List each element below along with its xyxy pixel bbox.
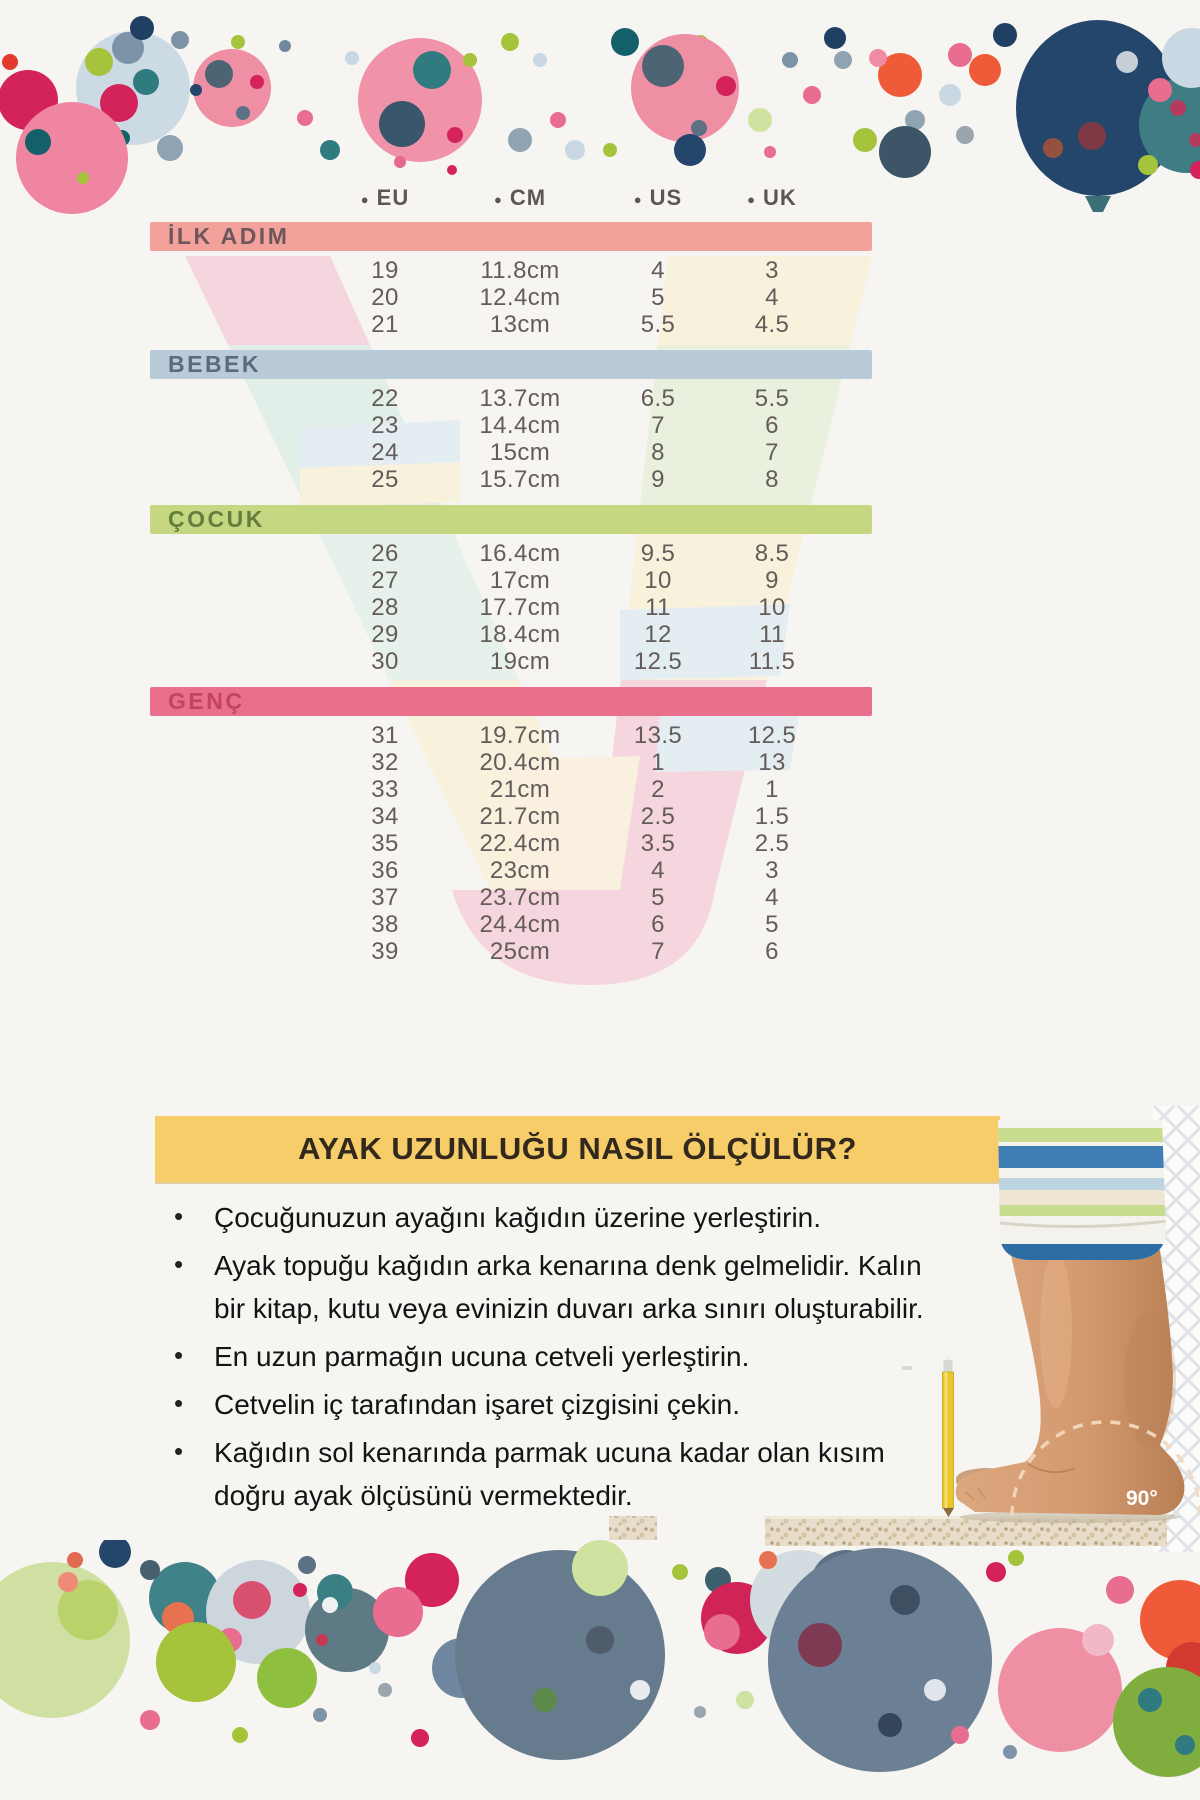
size-cell: 3 (765, 256, 779, 284)
column-header-eu (340, 182, 430, 214)
size-row (150, 385, 872, 412)
size-cell: 6 (765, 937, 779, 965)
row-spacer (150, 749, 340, 776)
size-cell: 18.4cm (479, 620, 561, 648)
size-cell: 23.7cm (479, 883, 561, 911)
size-cell: 2 (651, 775, 665, 803)
size-row (150, 257, 872, 284)
row-spacer (150, 830, 340, 857)
header-bullet-icon: ● (493, 191, 503, 207)
howto-title: AYAK UZUNLUĞU NASIL ÖLÇÜLÜR? (298, 1131, 857, 1166)
size-cell: 3.5 (640, 829, 676, 857)
size-cell: 13cm (489, 310, 551, 338)
size-row (150, 284, 872, 311)
size-row (150, 911, 872, 938)
size-cell: 24.4cm (479, 910, 561, 938)
size-cell: 17.7cm (479, 593, 561, 621)
instruction-text: En uzun parmağın ucuna cetveli yerleştirin. (214, 1341, 750, 1372)
size-cell: 21.7cm (479, 802, 561, 830)
section-band (150, 505, 872, 534)
size-row (150, 567, 872, 594)
bullet-icon: • (174, 1388, 184, 1418)
size-cell: 8.5 (754, 539, 790, 567)
size-cell: 15cm (489, 438, 551, 466)
row-spacer (150, 803, 340, 830)
section-rows (150, 722, 872, 965)
dots (0, 1540, 1200, 1777)
bottom-dots-border (0, 1540, 1200, 1800)
size-cell: 12 (644, 620, 672, 648)
size-cell: 13 (758, 748, 786, 776)
size-cell: 33 (371, 775, 399, 803)
column-header-us (610, 182, 706, 214)
size-row (150, 722, 872, 749)
size-cell: 31 (371, 721, 399, 749)
size-cell: 5.5 (754, 384, 790, 412)
size-cell: 28 (371, 593, 399, 621)
pencil (943, 1356, 955, 1518)
size-cell: 23 (371, 411, 399, 439)
header-bullet-icon: ● (360, 191, 370, 207)
size-table (150, 222, 872, 965)
size-cell: 30 (371, 647, 399, 675)
size-row (150, 830, 872, 857)
row-spacer (150, 540, 340, 567)
size-cell: 1 (765, 775, 779, 803)
size-row (150, 621, 872, 648)
size-cell: 5 (651, 283, 665, 311)
section-rows (150, 385, 872, 493)
size-cell: 6 (765, 411, 779, 439)
row-spacer (150, 722, 340, 749)
size-cell: 11.5 (748, 647, 796, 675)
size-cell: 39 (371, 937, 399, 965)
instruction-text: Çocuğunuzun ayağını kağıdın üzerine yerleştirin. (214, 1202, 822, 1233)
size-cell: 19cm (489, 647, 551, 675)
column-header-cm (430, 182, 610, 214)
section-label: ÇOCUK (168, 506, 265, 532)
size-row (150, 439, 872, 466)
size-row (150, 412, 872, 439)
size-cell: 24 (371, 438, 399, 466)
section-band (150, 222, 872, 251)
baby-foot-photo (600, 1095, 1200, 1557)
row-spacer (150, 938, 340, 965)
size-cell: 12.5 (747, 721, 797, 749)
size-cell: 14.4cm (479, 411, 561, 439)
size-cell: 20.4cm (479, 748, 561, 776)
column-header-label: CM (509, 185, 547, 210)
size-row (150, 540, 872, 567)
bullet-icon: • (174, 1436, 184, 1466)
size-cell: 4.5 (754, 310, 790, 338)
size-row (150, 884, 872, 911)
angle-label: 90° (1126, 1487, 1158, 1510)
size-cell: 16.4cm (479, 539, 561, 567)
size-row (150, 594, 872, 621)
header-spacer (150, 182, 340, 214)
size-cell: 13.5 (633, 721, 683, 749)
bullet-icon: • (174, 1340, 184, 1370)
row-spacer (150, 911, 340, 938)
size-cell: 8 (651, 438, 665, 466)
size-cell: 10 (644, 566, 672, 594)
column-header-uk (706, 182, 838, 214)
section-rows (150, 540, 872, 675)
size-cell: 11.8cm (480, 256, 560, 284)
row-spacer (150, 884, 340, 911)
bullet-icon: • (174, 1249, 184, 1279)
size-cell: 21cm (489, 775, 551, 803)
size-cell: 25 (371, 465, 399, 493)
instruction-text: Kağıdın sol kenarında parmak ucuna kadar olan kısım doğru ayak ölçüsünü vermektedir. (214, 1437, 885, 1511)
size-cell: 10 (758, 593, 786, 621)
size-cell: 17cm (489, 566, 551, 594)
row-spacer (150, 439, 340, 466)
size-cell: 26 (371, 539, 399, 567)
size-cell: 7 (765, 438, 779, 466)
header-bullet-icon: ● (633, 191, 643, 207)
size-cell: 13.7cm (479, 384, 561, 412)
size-cell: 5 (651, 883, 665, 911)
size-row (150, 857, 872, 884)
size-row (150, 938, 872, 965)
size-cell: 11 (759, 620, 785, 648)
header-bullet-icon: ● (747, 191, 757, 207)
size-cell: 1 (651, 748, 665, 776)
row-spacer (150, 648, 340, 675)
size-cell: 2.5 (754, 829, 790, 857)
size-cell: 9 (651, 465, 665, 493)
instruction-text: Cetvelin iç tarafından işaret çizgisini çekin. (214, 1389, 741, 1420)
size-cell: 34 (371, 802, 399, 830)
size-cell: 15.7cm (479, 465, 561, 493)
size-cell: 2.5 (640, 802, 676, 830)
section-band (150, 687, 872, 716)
size-cell: 7 (651, 937, 665, 965)
row-spacer (150, 857, 340, 884)
size-cell: 7 (651, 411, 665, 439)
size-cell: 4 (651, 256, 665, 284)
size-cell: 4 (651, 856, 665, 884)
size-cell: 22 (371, 384, 399, 412)
section-band (150, 350, 872, 379)
size-cell: 12.5 (633, 647, 683, 675)
size-cell: 11 (645, 593, 671, 621)
size-cell: 4 (765, 883, 779, 911)
size-row (150, 803, 872, 830)
size-cell: 25cm (489, 937, 551, 965)
size-cell: 4 (765, 283, 779, 311)
instruction-text: Ayak topuğu kağıdın arka kenarına denk gelmelidir. Kalın bir kitap, kutu veya evinizin duvarı arka sınırı oluşturabilir. (214, 1250, 924, 1324)
size-cell: 29 (371, 620, 399, 648)
section-label: BEBEK (168, 351, 262, 377)
row-spacer (150, 311, 340, 338)
size-cell: 19 (371, 256, 399, 284)
carpet-patch (609, 1516, 657, 1540)
size-cell: 19.7cm (479, 721, 561, 749)
size-cell: 35 (371, 829, 399, 857)
size-table-header (150, 182, 872, 214)
row-spacer (150, 284, 340, 311)
size-cell: 6.5 (640, 384, 676, 412)
row-spacer (150, 466, 340, 493)
size-cell: 5 (765, 910, 779, 938)
size-row (150, 776, 872, 803)
size-cell: 37 (371, 883, 399, 911)
size-cell: 3 (765, 856, 779, 884)
size-row (150, 466, 872, 493)
row-spacer (150, 412, 340, 439)
column-header-label: EU (376, 185, 410, 210)
size-row (150, 648, 872, 675)
size-cell: 32 (371, 748, 399, 776)
size-cell: 38 (371, 910, 399, 938)
size-cell: 9.5 (640, 539, 676, 567)
size-cell: 6 (651, 910, 665, 938)
size-cell: 8 (765, 465, 779, 493)
size-cell: 1.5 (754, 802, 790, 830)
row-spacer (150, 776, 340, 803)
section-rows (150, 257, 872, 338)
row-spacer (150, 594, 340, 621)
section-label: GENÇ (168, 688, 245, 714)
size-cell: 23cm (489, 856, 551, 884)
row-spacer (150, 257, 340, 284)
bullet-icon: • (174, 1201, 184, 1231)
column-header-label: US (649, 185, 683, 210)
size-row (150, 311, 872, 338)
size-cell: 21 (371, 310, 399, 338)
size-cell: 36 (371, 856, 399, 884)
size-cell: 9 (765, 566, 779, 594)
size-cell: 20 (371, 283, 399, 311)
size-cell: 22.4cm (479, 829, 561, 857)
size-cell: 27 (371, 566, 399, 594)
row-spacer (150, 385, 340, 412)
size-cell: 5.5 (640, 310, 676, 338)
size-row (150, 749, 872, 776)
striped-shorts (990, 1110, 1175, 1265)
row-spacer (150, 567, 340, 594)
row-spacer (150, 621, 340, 648)
column-header-label: UK (763, 185, 797, 210)
section-label: İLK ADIM (168, 223, 290, 249)
size-cell: 12.4cm (479, 283, 561, 311)
